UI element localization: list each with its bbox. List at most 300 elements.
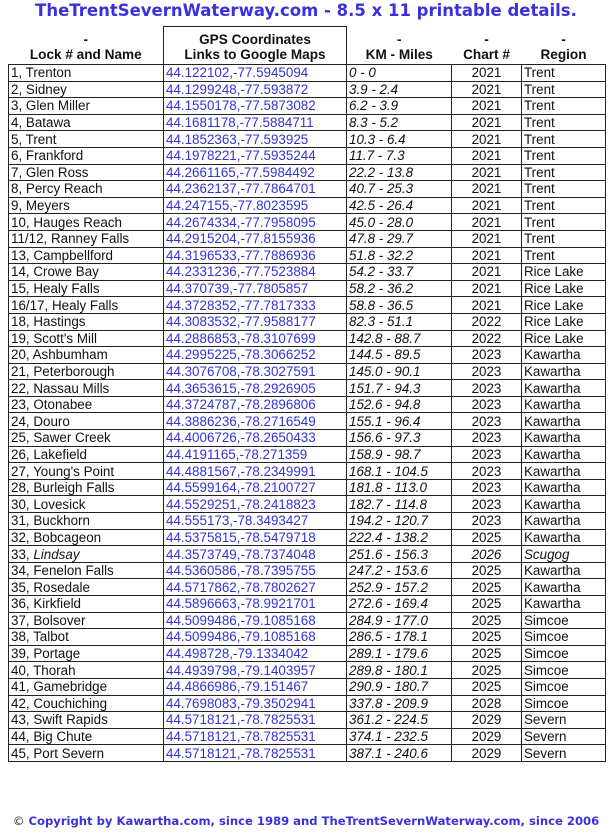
gps-cell bbox=[164, 413, 347, 430]
lock-name: Healy Falls bbox=[33, 281, 100, 297]
region-cell: Kawartha bbox=[522, 413, 606, 430]
lock-name-cell bbox=[9, 579, 164, 596]
table-row bbox=[9, 181, 606, 198]
table-row bbox=[9, 413, 606, 430]
lock-number: 44, bbox=[11, 729, 30, 745]
km-miles-cell: 181.8 - 113.0 bbox=[347, 479, 452, 496]
region-cell: Kawartha bbox=[522, 579, 606, 596]
lock-name: Meyers bbox=[25, 198, 70, 214]
google-maps-link[interactable]: 44.3196533,-77.7886936 bbox=[166, 247, 316, 263]
gps-cell bbox=[164, 147, 347, 164]
table-row bbox=[9, 662, 606, 679]
google-maps-link[interactable]: 44.4866986,-79.151467 bbox=[166, 679, 309, 695]
gps-cell bbox=[164, 513, 347, 530]
km-miles-cell: 82.3 - 51.1 bbox=[347, 313, 452, 330]
region-cell: Kawartha bbox=[522, 380, 606, 397]
header-top: - bbox=[484, 32, 489, 47]
google-maps-link[interactable]: 44.5599164,-78.2100727 bbox=[166, 480, 316, 496]
lock-name-cell bbox=[9, 529, 164, 546]
lock-name-cell bbox=[9, 280, 164, 297]
km-miles-cell: 155.1 - 96.4 bbox=[347, 413, 452, 430]
chart-number-cell: 2023 bbox=[452, 347, 522, 364]
km-miles-cell: 6.2 - 3.9 bbox=[347, 98, 452, 115]
region-cell: Simcoe bbox=[522, 678, 606, 695]
google-maps-link[interactable]: 44.1550178,-77.5873082 bbox=[166, 98, 316, 114]
lock-name-cell bbox=[9, 430, 164, 447]
table-row bbox=[9, 147, 606, 164]
lock-name: Douro bbox=[33, 413, 70, 429]
lock-name: Buckhorn bbox=[33, 513, 90, 529]
chart-number-cell: 2025 bbox=[452, 678, 522, 695]
lock-name: Bolsover bbox=[33, 612, 86, 628]
lock-number: 2, bbox=[11, 81, 23, 97]
km-miles-cell: 0 - 0 bbox=[347, 65, 452, 82]
lock-number: 3, bbox=[11, 98, 23, 114]
google-maps-link[interactable]: 44.555173,-78.3493427 bbox=[166, 513, 309, 529]
lock-number: 8, bbox=[11, 181, 23, 197]
google-maps-link[interactable]: 44.5718121,-78.7825531 bbox=[166, 745, 316, 761]
lock-number: 5, bbox=[11, 131, 23, 147]
lock-name-cell bbox=[9, 164, 164, 181]
km-miles-cell: 51.8 - 32.2 bbox=[347, 247, 452, 264]
lock-number: 27, bbox=[11, 463, 30, 479]
table-row bbox=[9, 247, 606, 264]
lock-number: 25, bbox=[11, 430, 30, 446]
lock-number: 19, bbox=[11, 330, 30, 346]
lock-number: 40, bbox=[11, 662, 30, 678]
lock-name: Lindsay bbox=[33, 546, 80, 562]
gps-cell bbox=[164, 330, 347, 347]
region-cell: Trent bbox=[522, 197, 606, 214]
region-cell: Rice Lake bbox=[522, 313, 606, 330]
lock-name: Gamebridge bbox=[33, 679, 108, 695]
lock-name: Healy Falls bbox=[51, 297, 119, 313]
lock-name-cell bbox=[9, 313, 164, 330]
gps-cell bbox=[164, 247, 347, 264]
km-miles-cell: 58.2 - 36.2 bbox=[347, 280, 452, 297]
lock-number: 43, bbox=[11, 712, 30, 728]
lock-number: 20, bbox=[11, 347, 30, 363]
table-row bbox=[9, 728, 606, 745]
google-maps-link[interactable]: 44.2661165,-77.5984492 bbox=[166, 164, 315, 180]
header-top: - bbox=[561, 32, 566, 47]
chart-number-cell: 2023 bbox=[452, 380, 522, 397]
lock-number: 36, bbox=[11, 596, 30, 612]
copyright-text: Copyright by Kawartha.com, since 1989 and TheTrentSevernWaterway.com, since 2006 bbox=[28, 814, 600, 828]
google-maps-link[interactable]: 44.122102,-77.5945094 bbox=[166, 65, 309, 81]
google-maps-link[interactable]: 44.4191165,-78.271359 bbox=[166, 446, 308, 462]
google-maps-link[interactable]: 44.2886853,-78.3107699 bbox=[166, 330, 316, 346]
chart-number-cell: 2022 bbox=[452, 313, 522, 330]
google-maps-link[interactable]: 44.3886236,-78.2716549 bbox=[166, 413, 316, 429]
lock-name: Otonabee bbox=[33, 397, 93, 413]
lock-name-cell bbox=[9, 496, 164, 513]
gps-cell bbox=[164, 479, 347, 496]
table-row bbox=[9, 330, 606, 347]
table-row bbox=[9, 430, 606, 447]
gps-cell bbox=[164, 181, 347, 198]
km-miles-cell: 3.9 - 2.4 bbox=[347, 81, 452, 98]
google-maps-link[interactable]: 44.1852363,-77.593925 bbox=[166, 131, 309, 147]
chart-number-cell: 2021 bbox=[452, 164, 522, 181]
km-miles-cell: 54.2 - 33.7 bbox=[347, 264, 452, 281]
lock-name-cell bbox=[9, 181, 164, 198]
chart-number-cell: 2021 bbox=[452, 264, 522, 281]
chart-number-cell: 2025 bbox=[452, 529, 522, 546]
table-row bbox=[9, 496, 606, 513]
lock-name: Trent bbox=[25, 131, 57, 147]
lock-name-cell bbox=[9, 330, 164, 347]
table-row bbox=[9, 114, 606, 131]
chart-number-cell: 2025 bbox=[452, 579, 522, 596]
km-miles-cell: 158.9 - 98.7 bbox=[347, 446, 452, 463]
lock-name: Campbellford bbox=[33, 247, 113, 263]
km-miles-cell: 42.5 - 26.4 bbox=[347, 197, 452, 214]
header-top: GPS Coordinates bbox=[199, 32, 311, 47]
region-cell: Kawartha bbox=[522, 596, 606, 613]
gps-cell bbox=[164, 463, 347, 480]
lock-name: Hastings bbox=[33, 314, 86, 330]
km-miles-cell: 11.7 - 7.3 bbox=[347, 147, 452, 164]
copyright-footer bbox=[0, 814, 612, 828]
chart-number-cell: 2023 bbox=[452, 479, 522, 496]
google-maps-link[interactable]: 44.2362137,-77.7864701 bbox=[166, 181, 316, 197]
lock-number: 22, bbox=[11, 380, 30, 396]
lock-name-cell bbox=[9, 347, 164, 364]
chart-number-cell: 2021 bbox=[452, 181, 522, 198]
region-cell: Trent bbox=[522, 147, 606, 164]
km-miles-cell: 247.2 - 153.6 bbox=[347, 562, 452, 579]
header-km-miles bbox=[347, 27, 452, 65]
km-miles-cell: 194.2 - 120.7 bbox=[347, 513, 452, 530]
lock-name-cell bbox=[9, 513, 164, 530]
lock-name-cell bbox=[9, 380, 164, 397]
chart-number-cell: 2021 bbox=[452, 230, 522, 247]
header-chart bbox=[452, 27, 522, 65]
google-maps-link[interactable]: 44.1681178,-77.5884711 bbox=[166, 115, 314, 131]
lock-name: Frankford bbox=[25, 148, 84, 164]
lock-number: 9, bbox=[11, 198, 23, 214]
google-maps-link[interactable]: 44.5896663,-78.9921701 bbox=[166, 596, 316, 612]
gps-cell bbox=[164, 280, 347, 297]
lock-name-cell bbox=[9, 131, 164, 148]
table-row bbox=[9, 214, 606, 231]
table-row bbox=[9, 380, 606, 397]
lock-name: Ranney Falls bbox=[50, 231, 130, 247]
km-miles-cell: 284.9 - 177.0 bbox=[347, 612, 452, 629]
chart-number-cell: 2021 bbox=[452, 65, 522, 82]
lock-name-cell bbox=[9, 546, 164, 563]
lock-number: 39, bbox=[11, 646, 30, 662]
header-label: Chart # bbox=[463, 47, 510, 62]
lock-name: Batawa bbox=[25, 115, 71, 131]
table-row bbox=[9, 131, 606, 148]
region-cell: Rice Lake bbox=[522, 297, 606, 314]
google-maps-link[interactable]: 44.3728352,-77.7817333 bbox=[166, 297, 316, 313]
lock-number: 13, bbox=[11, 247, 30, 263]
google-maps-link[interactable]: 44.5718121,-78.7825531 bbox=[166, 712, 316, 728]
google-maps-link[interactable]: 44.5718121,-78.7825531 bbox=[166, 729, 316, 745]
chart-number-cell: 2028 bbox=[452, 695, 522, 712]
lock-number: 33, bbox=[11, 546, 30, 562]
chart-number-cell: 2023 bbox=[452, 446, 522, 463]
gps-cell bbox=[164, 430, 347, 447]
region-cell: Simcoe bbox=[522, 645, 606, 662]
chart-number-cell: 2021 bbox=[452, 247, 522, 264]
km-miles-cell: 10.3 - 6.4 bbox=[347, 131, 452, 148]
gps-cell bbox=[164, 529, 347, 546]
region-cell: Rice Lake bbox=[522, 280, 606, 297]
table-row bbox=[9, 546, 606, 563]
lock-number: 45, bbox=[11, 745, 30, 761]
km-miles-cell: 286.5 - 178.1 bbox=[347, 629, 452, 646]
header-top: - bbox=[83, 32, 89, 47]
chart-number-cell: 2029 bbox=[452, 745, 522, 762]
region-cell: Simcoe bbox=[522, 695, 606, 712]
chart-number-cell: 2021 bbox=[452, 280, 522, 297]
google-maps-link[interactable]: 44.4939798,-79.1403957 bbox=[166, 662, 316, 678]
region-cell: Kawartha bbox=[522, 496, 606, 513]
lock-name: Hauges Reach bbox=[33, 214, 122, 230]
region-cell: Severn bbox=[522, 745, 606, 762]
google-maps-link[interactable]: 44.3083532,-77.9588177 bbox=[166, 314, 316, 330]
lock-name-cell bbox=[9, 264, 164, 281]
lock-number: 31, bbox=[11, 513, 30, 529]
header-top: - bbox=[396, 32, 402, 47]
google-maps-link[interactable]: 44.498728,-79.1334042 bbox=[166, 646, 309, 662]
table-row bbox=[9, 446, 606, 463]
lock-number: 30, bbox=[11, 496, 30, 512]
region-cell: Trent bbox=[522, 65, 606, 82]
lock-name-cell bbox=[9, 230, 164, 247]
lock-number: 26, bbox=[11, 446, 30, 462]
table-row bbox=[9, 396, 606, 413]
google-maps-link[interactable]: 44.3724787,-78.2896806 bbox=[166, 397, 316, 413]
region-cell: Simcoe bbox=[522, 629, 606, 646]
chart-number-cell: 2021 bbox=[452, 297, 522, 314]
google-maps-link[interactable]: 44.370739,-77.7805857 bbox=[166, 281, 309, 297]
google-maps-link[interactable]: 44.5717862,-78.7802627 bbox=[166, 579, 316, 595]
google-maps-link[interactable]: 44.2915204,-77.8155936 bbox=[166, 231, 316, 247]
km-miles-cell: 58.8 - 36.5 bbox=[347, 297, 452, 314]
google-maps-link[interactable]: 44.5375815,-78.5479718 bbox=[166, 529, 316, 545]
lock-name-cell bbox=[9, 562, 164, 579]
lock-name-cell bbox=[9, 745, 164, 762]
lock-name-cell bbox=[9, 612, 164, 629]
region-cell: Simcoe bbox=[522, 662, 606, 679]
chart-number-cell: 2023 bbox=[452, 396, 522, 413]
km-miles-cell: 290.9 - 180.7 bbox=[347, 678, 452, 695]
google-maps-link[interactable]: 44.5360586,-78.7395755 bbox=[166, 563, 316, 579]
region-cell: Kawartha bbox=[522, 363, 606, 380]
page-title: TheTrentSevernWaterway.com - 8.5 x 11 printable details. bbox=[35, 1, 577, 20]
table-row bbox=[9, 629, 606, 646]
gps-cell bbox=[164, 164, 347, 181]
km-miles-cell: 156.6 - 97.3 bbox=[347, 430, 452, 447]
gps-cell bbox=[164, 596, 347, 613]
lock-name: Couchiching bbox=[33, 695, 108, 711]
google-maps-link[interactable]: 44.3573749,-78.7374048 bbox=[166, 546, 316, 562]
header-gps bbox=[164, 27, 347, 65]
gps-cell bbox=[164, 396, 347, 413]
lock-number: 24, bbox=[11, 413, 30, 429]
lock-name-cell bbox=[9, 247, 164, 264]
chart-number-cell: 2021 bbox=[452, 81, 522, 98]
region-cell: Kawartha bbox=[522, 562, 606, 579]
gps-cell bbox=[164, 313, 347, 330]
region-cell: Severn bbox=[522, 712, 606, 729]
gps-cell bbox=[164, 678, 347, 695]
gps-cell bbox=[164, 745, 347, 762]
lock-name-cell bbox=[9, 147, 164, 164]
chart-number-cell: 2023 bbox=[452, 363, 522, 380]
lock-name: Glen Miller bbox=[25, 98, 90, 114]
table-row bbox=[9, 745, 606, 762]
google-maps-link[interactable]: 44.4006726,-78.2650433 bbox=[166, 430, 316, 446]
lock-number: 21, bbox=[11, 363, 30, 379]
chart-number-cell: 2021 bbox=[452, 114, 522, 131]
gps-cell bbox=[164, 496, 347, 513]
lock-name-cell bbox=[9, 695, 164, 712]
lock-name: Scott's Mill bbox=[33, 330, 97, 346]
km-miles-cell: 361.2 - 224.5 bbox=[347, 712, 452, 729]
lock-number: 6, bbox=[11, 148, 23, 164]
km-miles-cell: 47.8 - 29.7 bbox=[347, 230, 452, 247]
lock-name: Sidney bbox=[25, 81, 67, 97]
region-cell: Trent bbox=[522, 230, 606, 247]
table-row bbox=[9, 363, 606, 380]
lock-name: Thorah bbox=[33, 662, 76, 678]
km-miles-cell: 152.6 - 94.8 bbox=[347, 396, 452, 413]
google-maps-link[interactable]: 44.3653615,-78.2926905 bbox=[166, 380, 316, 396]
region-cell: Simcoe bbox=[522, 612, 606, 629]
chart-number-cell: 2025 bbox=[452, 562, 522, 579]
header-label: Links to Google Maps bbox=[184, 47, 326, 62]
google-maps-link[interactable]: 44.2331236,-77.7523884 bbox=[166, 264, 316, 280]
lock-name: Trenton bbox=[25, 65, 72, 81]
chart-number-cell: 2023 bbox=[452, 496, 522, 513]
lock-name: Kirkfield bbox=[33, 596, 81, 612]
lock-name-cell bbox=[9, 363, 164, 380]
km-miles-cell: 145.0 - 90.1 bbox=[347, 363, 452, 380]
lock-name-cell bbox=[9, 396, 164, 413]
google-maps-link[interactable]: 44.5529251,-78.2418823 bbox=[166, 496, 316, 512]
chart-number-cell: 2025 bbox=[452, 629, 522, 646]
lock-number: 10, bbox=[11, 214, 30, 230]
google-maps-link[interactable]: 44.247155,-77.8023595 bbox=[166, 198, 309, 214]
gps-cell bbox=[164, 347, 347, 364]
table-row bbox=[9, 562, 606, 579]
lock-name-cell bbox=[9, 678, 164, 695]
lock-number: 18, bbox=[11, 314, 30, 330]
region-cell: Trent bbox=[522, 181, 606, 198]
km-miles-cell: 289.8 - 180.1 bbox=[347, 662, 452, 679]
lock-number: 23, bbox=[11, 397, 30, 413]
km-miles-cell: 40.7 - 25.3 bbox=[347, 181, 452, 198]
google-maps-link[interactable]: 44.7698083,-79.3502941 bbox=[166, 695, 316, 711]
lock-name: Talbot bbox=[33, 629, 69, 645]
lock-name-cell bbox=[9, 446, 164, 463]
lock-name: Swift Rapids bbox=[33, 712, 108, 728]
km-miles-cell: 22.2 - 13.8 bbox=[347, 164, 452, 181]
region-cell: Kawartha bbox=[522, 347, 606, 364]
region-cell: Kawartha bbox=[522, 513, 606, 530]
lock-number: 4, bbox=[11, 115, 23, 131]
chart-number-cell: 2021 bbox=[452, 197, 522, 214]
google-maps-link[interactable]: 44.5099486,-79.1085168 bbox=[166, 629, 316, 645]
lock-number: 15, bbox=[11, 281, 30, 297]
lock-name: Lakefield bbox=[33, 446, 87, 462]
gps-cell bbox=[164, 612, 347, 629]
region-cell: Trent bbox=[522, 214, 606, 231]
gps-cell bbox=[164, 546, 347, 563]
region-cell: Trent bbox=[522, 81, 606, 98]
lock-name-cell bbox=[9, 479, 164, 496]
table-row bbox=[9, 579, 606, 596]
region-cell: Kawartha bbox=[522, 529, 606, 546]
google-maps-link[interactable]: 44.1978221,-77.5935244 bbox=[166, 148, 316, 164]
lock-name: Lovesick bbox=[33, 496, 86, 512]
google-maps-link[interactable]: 44.5099486,-79.1085168 bbox=[166, 612, 316, 628]
lock-number: 35, bbox=[11, 579, 30, 595]
lock-name-cell bbox=[9, 65, 164, 82]
chart-number-cell: 2021 bbox=[452, 214, 522, 231]
chart-number-cell: 2025 bbox=[452, 662, 522, 679]
km-miles-cell: 252.9 - 157.2 bbox=[347, 579, 452, 596]
table-row bbox=[9, 712, 606, 729]
km-miles-cell: 182.7 - 114.8 bbox=[347, 496, 452, 513]
gps-cell bbox=[164, 579, 347, 596]
lock-number: 28, bbox=[11, 480, 30, 496]
region-cell: Severn bbox=[522, 728, 606, 745]
header-label: Region bbox=[540, 47, 587, 62]
google-maps-link[interactable]: 44.2674334,-77.7958095 bbox=[166, 214, 316, 230]
google-maps-link[interactable]: 44.1299248,-77.593872 bbox=[166, 81, 309, 97]
google-maps-link[interactable]: 44.3076708,-78.3027591 bbox=[166, 363, 316, 379]
lock-name-cell bbox=[9, 81, 164, 98]
lock-number: 16/17, bbox=[11, 297, 49, 313]
gps-cell bbox=[164, 629, 347, 646]
km-miles-cell: 151.7 - 94.3 bbox=[347, 380, 452, 397]
chart-number-cell: 2029 bbox=[452, 728, 522, 745]
table-row bbox=[9, 695, 606, 712]
km-miles-cell: 8.3 - 5.2 bbox=[347, 114, 452, 131]
lock-name: Burleigh Falls bbox=[33, 480, 115, 496]
lock-number: 14, bbox=[11, 264, 30, 280]
km-miles-cell: 289.1 - 179.6 bbox=[347, 645, 452, 662]
table-row bbox=[9, 596, 606, 613]
table-row bbox=[9, 678, 606, 695]
lock-name-cell bbox=[9, 114, 164, 131]
gps-cell bbox=[164, 728, 347, 745]
lock-name: Portage bbox=[33, 646, 81, 662]
lock-name-cell bbox=[9, 463, 164, 480]
lock-name: Nassau Mills bbox=[33, 380, 110, 396]
region-cell: Kawartha bbox=[522, 446, 606, 463]
lock-number: 38, bbox=[11, 629, 30, 645]
lock-name-cell bbox=[9, 645, 164, 662]
km-miles-cell: 222.4 - 138.2 bbox=[347, 529, 452, 546]
google-maps-link[interactable]: 44.4881567,-78.2349991 bbox=[166, 463, 316, 479]
km-miles-cell: 144.5 - 89.5 bbox=[347, 347, 452, 364]
region-cell: Rice Lake bbox=[522, 330, 606, 347]
km-miles-cell: 387.1 - 240.6 bbox=[347, 745, 452, 762]
lock-number: 42, bbox=[11, 695, 30, 711]
chart-number-cell: 2029 bbox=[452, 712, 522, 729]
lock-name-cell bbox=[9, 596, 164, 613]
lock-name: Sawer Creek bbox=[33, 430, 111, 446]
google-maps-link[interactable]: 44.2995225,-78.3066252 bbox=[166, 347, 316, 363]
